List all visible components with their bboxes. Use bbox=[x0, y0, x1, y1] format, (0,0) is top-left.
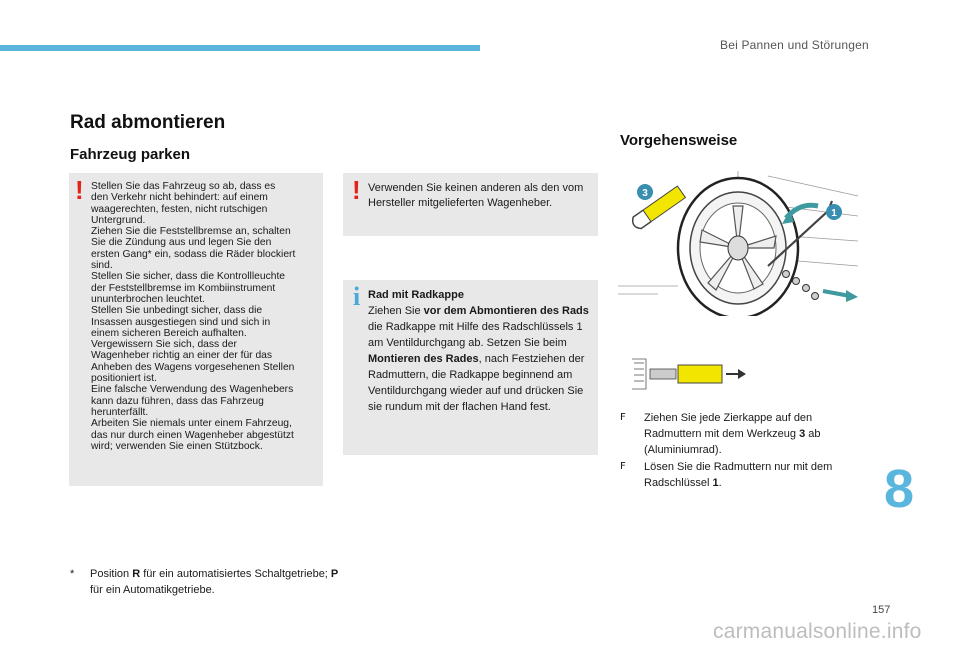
page-number: 157 bbox=[872, 604, 891, 616]
list-item bbox=[620, 459, 860, 491]
heading-vorgehensweise: Vorgehensweise bbox=[620, 132, 738, 149]
step-text: Lösen Sie die Radmuttern nur mit dem Radschlüssel bbox=[644, 461, 833, 489]
warning-line: Wagenheber richtig an einer der für das bbox=[91, 350, 273, 362]
warning-line: Untergrund. bbox=[91, 214, 146, 226]
warning-icon: ! bbox=[352, 175, 361, 205]
hubcap-tool-illustration bbox=[628, 355, 750, 395]
step-text: . bbox=[718, 477, 722, 489]
wheel-removal-illustration bbox=[618, 166, 863, 316]
warning-line: wird; verwenden Sie einen Stützbock. bbox=[91, 440, 263, 452]
page-title: Rad abmontieren bbox=[70, 112, 226, 133]
warning-line: Stellen Sie unbedingt sicher, dass die bbox=[91, 305, 263, 317]
warning-line: Eine falsche Verwendung des Wagenhebers bbox=[91, 384, 294, 396]
info-text: Ziehen Sie bbox=[368, 305, 424, 317]
warning-line: das nur durch einen Wagenheber abgestützt bbox=[91, 429, 294, 441]
badge-1-label: 1 bbox=[831, 208, 837, 219]
footnote bbox=[70, 566, 340, 598]
info-icon: i bbox=[353, 282, 361, 311]
info-text: , nach Festziehen der Radmuttern, die Radkappe beginnend am Ventildurchgang wieder auf und drücken Sie sie rundum mit der flachen Hand fest. bbox=[368, 353, 585, 413]
chapter-number: 8 bbox=[884, 459, 915, 519]
warning-line: Ziehen Sie die Feststellbremse an, schalten bbox=[91, 226, 291, 238]
warning-line: den Verkehr nicht behindert: auf einem bbox=[91, 192, 268, 204]
warning-box-jack bbox=[343, 173, 598, 236]
warning-text-parking bbox=[91, 181, 319, 452]
info-bold: vor dem Abmontieren des Rads bbox=[423, 305, 589, 317]
step-bold: 1 bbox=[712, 477, 719, 489]
step-text: ab (Aluminiumrad). bbox=[644, 428, 821, 456]
footnote-marker: * bbox=[70, 568, 75, 580]
warning-line: Vergewissern Sie sich, dass der bbox=[91, 339, 237, 351]
section-header: Bei Pannen und Störungen bbox=[720, 38, 869, 52]
warning-text-jack: Verwenden Sie keinen anderen als den vom Hersteller mitgelieferten Wagenheber. bbox=[368, 182, 584, 209]
warning-line: waagerechten, festen, nicht rutschigen bbox=[91, 203, 268, 215]
warning-line: Sie die Zündung aus und legen Sie den bbox=[91, 237, 272, 249]
heading-fahrzeug-parken: Fahrzeug parken bbox=[70, 146, 191, 163]
warning-line: einem sicheren Bereich aufhalten. bbox=[91, 327, 247, 339]
info-box-hubcap bbox=[343, 280, 598, 455]
warning-line: positioniert ist. bbox=[91, 373, 157, 385]
footnote-bold: P bbox=[330, 568, 339, 580]
info-text: die Radkappe mit Hilfe des Radschlüssels 1 am Ventildurchgang ab. Setzen Sie beim bbox=[368, 321, 583, 349]
info-title: Rad mit Radkappe bbox=[368, 289, 464, 301]
step-bullet-icon: F bbox=[620, 461, 626, 472]
footnote-text: Position bbox=[90, 568, 133, 580]
badge-3-label: 3 bbox=[642, 188, 648, 199]
warning-line: ununterbrochen leuchtet. bbox=[91, 293, 205, 305]
warning-line: kann dazu führen, dass das Fahrzeug bbox=[91, 395, 264, 407]
top-accent-bar bbox=[0, 45, 480, 51]
step-bullet-icon: F bbox=[620, 412, 626, 423]
warning-line: Arbeiten Sie niemals unter einem Fahrzeug, bbox=[91, 418, 292, 430]
warning-line: Insassen ausgestiegen sind und sich in bbox=[91, 316, 271, 328]
info-bold: Montieren des Rades bbox=[368, 353, 479, 365]
warning-line: sind. bbox=[91, 260, 113, 272]
warning-icon: ! bbox=[75, 175, 84, 205]
warning-line: Stellen Sie sicher, dass die Kontrollleuchte bbox=[91, 271, 286, 283]
procedure-steps bbox=[620, 410, 860, 492]
warning-line: ersten Gang* ein, sodass die Räder blockiert bbox=[91, 248, 296, 260]
warning-line: Stellen Sie das Fahrzeug so ab, dass es bbox=[91, 181, 276, 192]
info-text-hubcap bbox=[368, 287, 593, 415]
warning-box-parking bbox=[69, 173, 323, 486]
footnote-bold: R bbox=[132, 568, 141, 580]
footnote-text: für ein Automatikgetriebe. bbox=[90, 584, 215, 596]
warning-line: Anheben des Wagens vorgesehenen Stellen bbox=[91, 361, 295, 373]
step-bold: 3 bbox=[799, 428, 806, 440]
footnote-text: für ein automatisiertes Schaltgetriebe; bbox=[140, 568, 331, 580]
warning-line: der Feststellbremse im Kombiinstrument bbox=[91, 282, 276, 294]
list-item bbox=[620, 410, 860, 458]
watermark: carmanualsonline.info bbox=[713, 620, 922, 643]
step-text: Ziehen Sie jede Zierkappe auf den Radmuttern mit dem Werkzeug bbox=[644, 412, 813, 440]
warning-line: herunterfällt. bbox=[91, 406, 149, 418]
